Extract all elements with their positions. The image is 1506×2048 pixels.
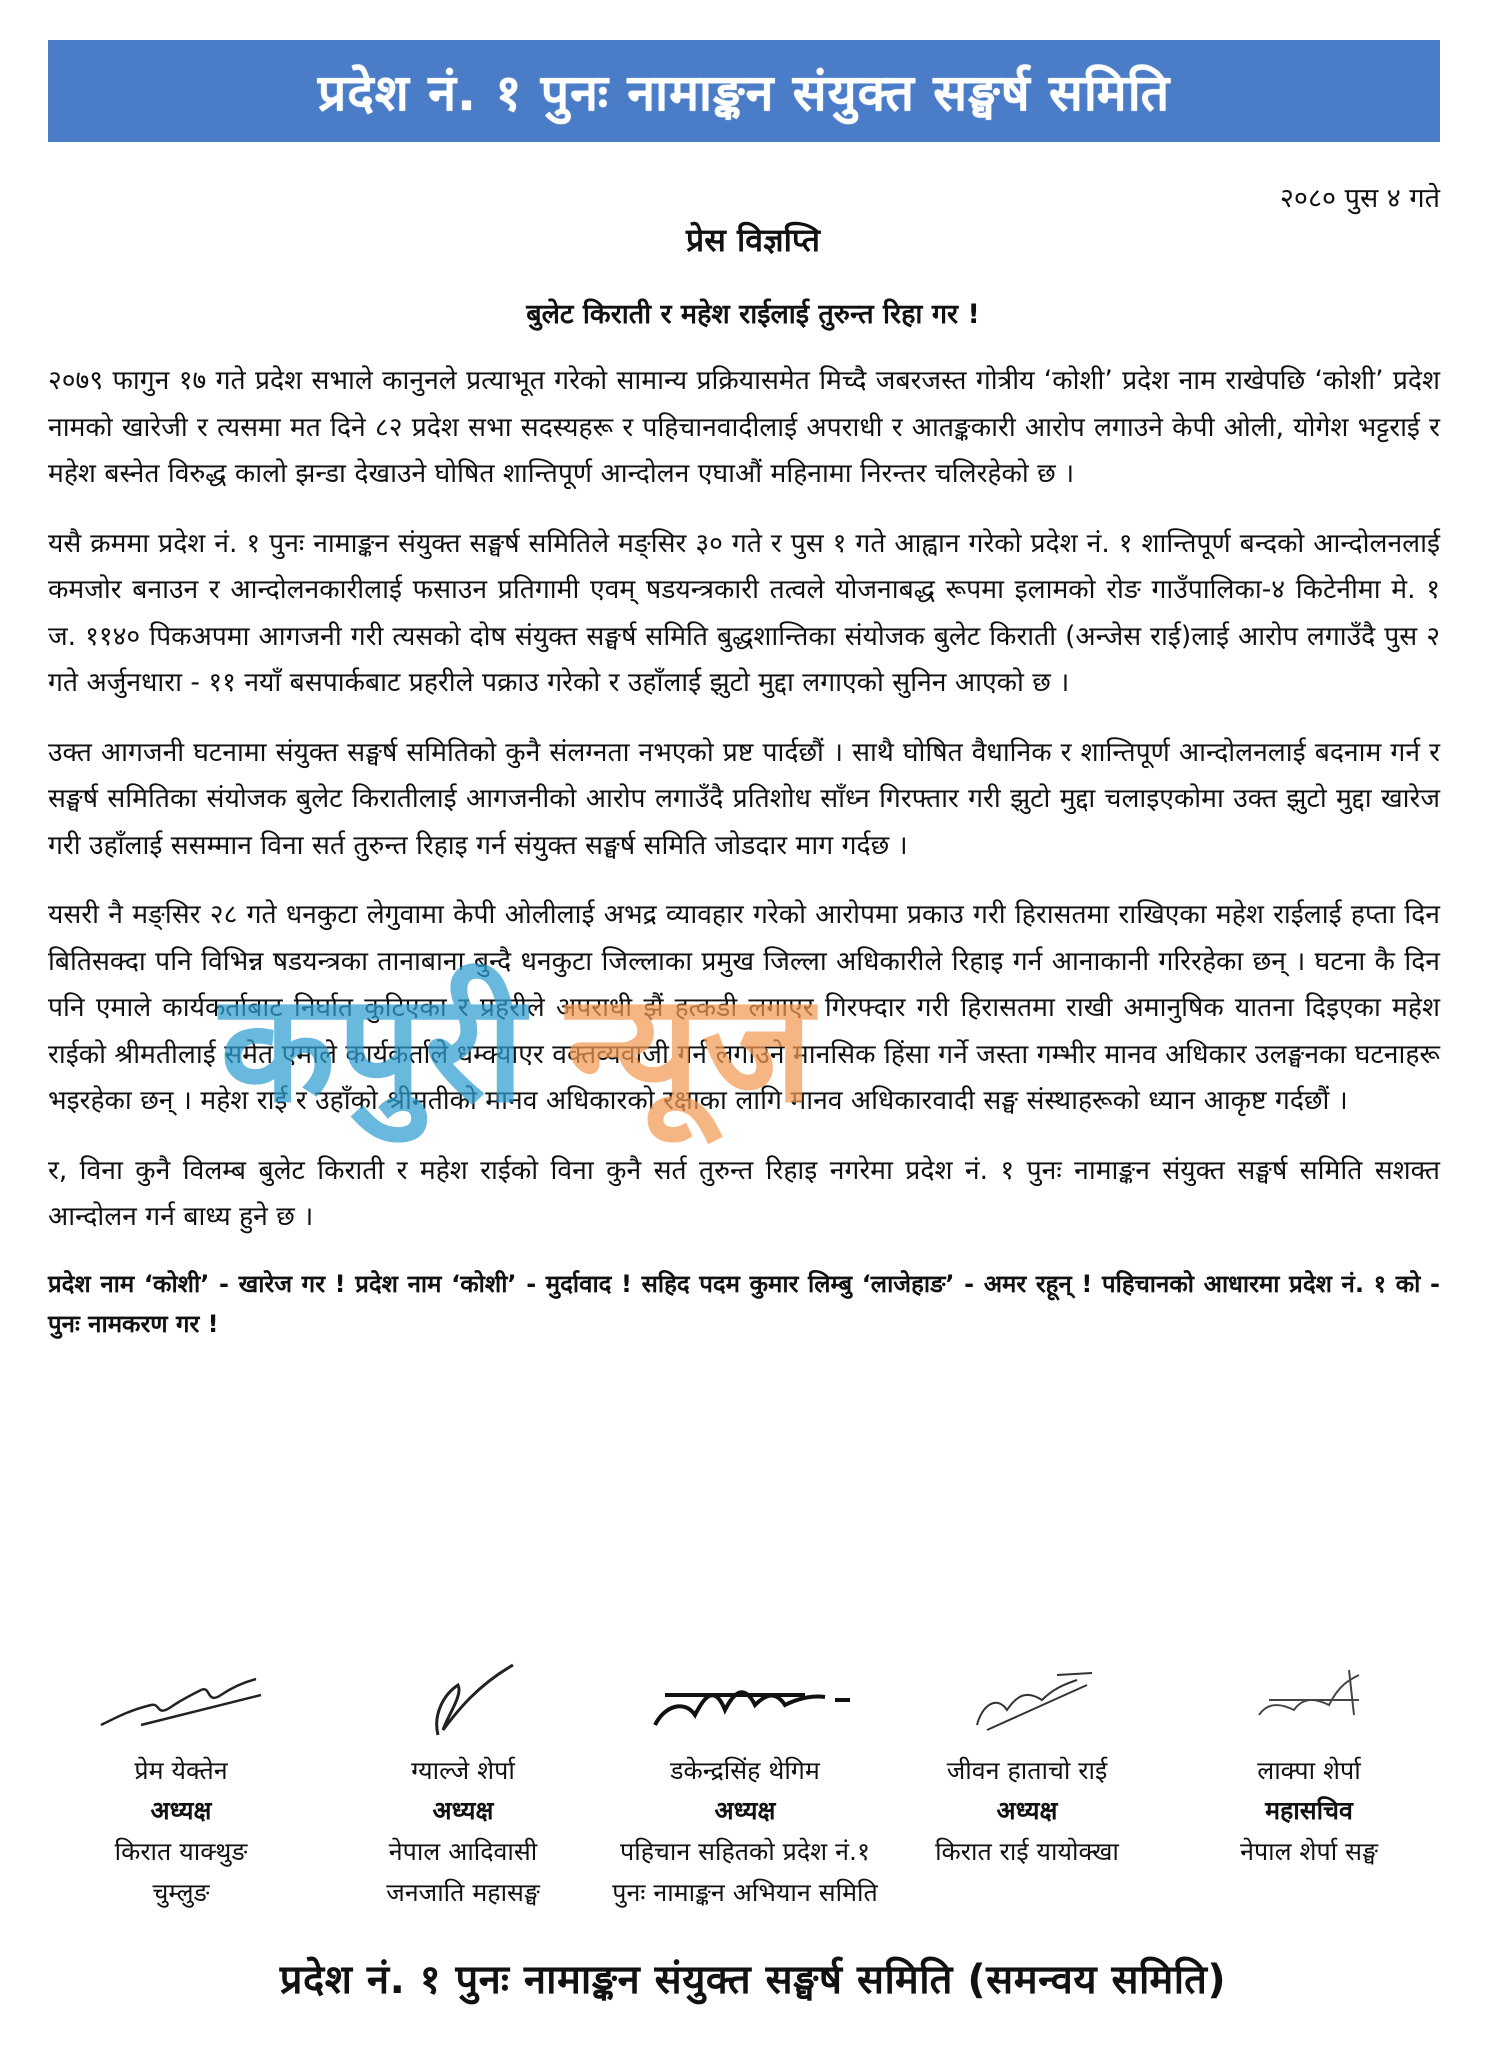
date: २०८० पुस ४ गते bbox=[1279, 183, 1440, 214]
paragraph-3: उक्त आगजनी घटनामा संयुक्त सङ्घर्ष समितिको कुनै संलग्नता नभएको प्रष्ट पार्दछौं । साथै घोषित वैधानिक र शान्तिपूर्ण आन्दोलनलाई बदनाम गर्न र सङ्घर्ष समितिका संयोजक बुलेट किरातीलाई आगजनीको आरोप लगाउँदै प्रतिशोध साँध्न गिरफ्तार गरी झुटो मुद्दा चलाइएकोमा उक्त झुटो मुद्दा खारेज गरी उहाँलाई ससम्मान विना सर्त तुरुन्त रिहाइ गर्न संयुक्त सङ्घर्ष समिति जोडदार माग गर्दछ । bbox=[48, 736, 1440, 861]
paragraph-2: यसै क्रममा प्रदेश नं. १ पुनः नामाङ्कन संयुक्त सङ्घर्ष समितिले मङ्सिर ३० गते र पुस १ गते आह्वान गरेको प्रदेश नं. १ शान्तिपूर्ण बन्दको आन्दोलनलाई कमजोर बनाउन र आन्दोलनकारीलाई फसाउन प्रतिगामी एवम् षडयन्त्रकारी तत्वले योजनाबद्ध रूपमा इलामको रोङ गाउँपालिका-४ किटेनीमा मे. १ ज. ११४० पिकअपमा आगजनी गरी त्यसको दोष संयुक्त सङ्घर्ष समिति बुद्धशान्तिका संयोजक बुलेट किराती (अन्जेस राई)लाई आरोप लगाउँदै पुस २ गते अर्जुनधारा - ११ नयाँ बसपार्कबाट प्रहरीले पक्राउ गरेको र उहाँलाई झुटो मुद्दा लगाएको सुनिन आएको छ । bbox=[48, 527, 1440, 698]
signature-1-image bbox=[81, 1655, 281, 1745]
signature-5-image bbox=[1209, 1655, 1409, 1745]
signatory-name: डकेन्द्रसिंह थेगिम bbox=[670, 1756, 820, 1785]
organization-title: प्रदेश नं. १ पुनः नामाङ्कन संयुक्त सङ्घर्ष समिति bbox=[317, 64, 1171, 122]
signatory-role: अध्यक्ष bbox=[996, 1796, 1058, 1825]
footer-committee-title: प्रदेश नं. १ पुनः नामाङ्कन संयुक्त सङ्घर्ष समिति (समन्वय समिति) bbox=[279, 1957, 1227, 2003]
paragraph-5: र, विना कुनै विलम्ब बुलेट किराती र महेश राईको विना कुनै सर्त तुरुन्त रिहाइ नगरेमा प्रदेश नं. १ पुनः नामाङ्कन संयुक्त सङ्घर्ष समिति सशक्त आन्दोलन गर्न बाध्य हुने छ । bbox=[48, 1154, 1440, 1232]
signature-4-image bbox=[927, 1655, 1127, 1745]
signatory-name: जीवन हाताचो राई bbox=[946, 1756, 1108, 1785]
signatory-3 bbox=[604, 1655, 886, 1913]
signatory-1 bbox=[40, 1655, 322, 1913]
demand-subheading: बुलेट किराती र महेश राईलाई तुरुन्त रिहा गर ! bbox=[526, 299, 980, 330]
signature-3-image bbox=[625, 1655, 865, 1745]
signatures-block bbox=[40, 1655, 1450, 1913]
signatory-role: अध्यक्ष bbox=[432, 1796, 494, 1825]
signatory-role: महासचिव bbox=[1265, 1796, 1353, 1825]
signatory-org: नेपाल शेर्पा सङ्घ bbox=[1240, 1837, 1378, 1866]
header-banner bbox=[48, 40, 1440, 142]
document-body bbox=[48, 358, 1440, 1344]
signatory-4 bbox=[886, 1655, 1168, 1913]
signatory-name: लाक्पा शेर्पा bbox=[1257, 1756, 1361, 1785]
paragraph-1: २०७९ फागुन १७ गते प्रदेश सभाले कानुनले प्रत्याभूत गरेको सामान्य प्रक्रियासमेत मिच्दै जबरजस्त गोत्रीय ‘कोशी’ प्रदेश नाम राखेपछि ‘कोशी’ प्रदेश नामको खारेजी र त्यसमा मत दिने ८२ प्रदेश सभा सदस्यहरू र पहिचानवादीलाई अपराधी र आतङ्ककारी आरोप लगाउने केपी ओली, योगेश भट्टराई र महेश बस्नेत विरुद्ध कालो झन्डा देखाउने घोषित शान्तिपूर्ण आन्दोलन एघाऔं महिनामा निरन्तर चलिरहेको छ । bbox=[48, 365, 1440, 489]
watermark-part-2: न्यूज bbox=[566, 962, 816, 1136]
signatory-org: पहिचान सहितको प्रदेश नं.१ bbox=[620, 1837, 870, 1866]
signatory-org: किरात याक्थुङ bbox=[114, 1837, 248, 1866]
signatory-name: ग्याल्जे शेर्पा bbox=[411, 1756, 515, 1785]
signatory-org: पुनः नामाङ्कन अभियान समिति bbox=[612, 1878, 878, 1907]
signatory-org: चुम्लुङ bbox=[152, 1878, 210, 1907]
signatory-role: अध्यक्ष bbox=[150, 1796, 212, 1825]
signatory-name: प्रेम येक्तेन bbox=[134, 1756, 228, 1785]
signatory-5 bbox=[1168, 1655, 1450, 1913]
signatory-org: किरात राई यायोक्खा bbox=[935, 1837, 1119, 1866]
watermark-part-1: कपुरी bbox=[220, 962, 527, 1136]
press-release-heading: प्रेस विज्ञप्ति bbox=[686, 221, 820, 259]
signatory-2 bbox=[322, 1655, 604, 1913]
signatory-org: जनजाति महासङ्घ bbox=[386, 1878, 540, 1907]
signatory-role: अध्यक्ष bbox=[714, 1796, 776, 1825]
paragraph-4: यसरी नै मङ्सिर २८ गते धनकुटा लेगुवामा केपी ओलीलाई अभद्र व्यावहार गरेको आरोपमा प्रकाउ गरी हिरासतमा राखिएका महेश राईलाई हप्ता दिन बितिसक्दा पनि विभिन्न षडयन्त्रका तानाबाना बुन्दै धनकुटा जिल्लाका प्रमुख जिल्ला अधिकारीले रिहाइ गर्न आनाकानी गरिरहेका छन् । घटना कै दिन पनि एमाले कार्यकर्ताबाट निर्घात कुटिएका र प्रहरीले अपराधी झैं हत्कडी लगाएर गिरफ्दार गरी हिरासतमा राखी अमानुषिक यातना दिइएका महेश राईको श्रीमतीलाई समेत एमाले कार्यकर्ताले धम्क्याएर वक्तव्यवाजी गर्न लगाउने मानसिक हिंसा गर्ने जस्ता गम्भीर मानव अधिकार उलङ्घनका घटनाहरू भइरहेका छन् । महेश राई र उहाँको श्रीमतीको मानव अधिकारको रक्षाका लागि मानव अधिकारवादी सङ्घ संस्थाहरूको ध्यान आकृष्ट गर्दछौं । bbox=[48, 899, 1440, 1116]
slogans: प्रदेश नाम ‘कोशी’ - खारेज गर ! प्रदेश नाम ‘कोशी’ - मुर्दावाद ! सहिद पदम कुमार लिम्बु ‘लाजेहाङ’ - अमर रहून् ! पहिचानको आधारमा प्रदेश नं. १ को - पुनः नामकरण गर ! bbox=[48, 1269, 1440, 1338]
signature-2-image bbox=[363, 1655, 563, 1745]
signatory-org: नेपाल आदिवासी bbox=[388, 1837, 538, 1866]
